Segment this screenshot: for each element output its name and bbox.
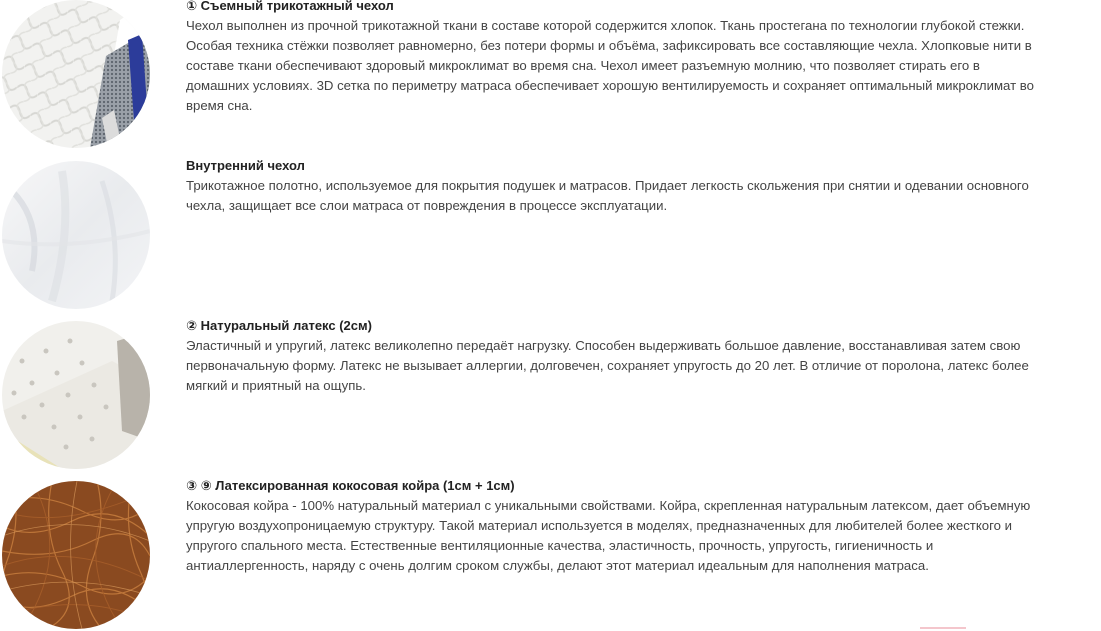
layer-title: ② Натуральный латекс (2см) bbox=[186, 318, 372, 333]
layer-title: ③ ⑨ Латексированная кокосовая койра (1см + 1см) bbox=[186, 478, 515, 493]
layer-title: Внутренний чехол bbox=[186, 158, 305, 173]
knit-fabric-image bbox=[2, 161, 150, 309]
layer-description: Эластичный и упругий, латекс великолепно передаёт нагрузку. Способен выдерживать большое давление, восстанавливая затем свою первоначальную форму. Латекс не вызывает аллергии, долговечен, сохраняет упругость до 20 лет. В отличие от поролона, латекс более мягкий и приятный на ощупь. bbox=[186, 338, 1029, 393]
quilted-cover-image bbox=[2, 0, 150, 148]
coconut-coir-image bbox=[2, 481, 150, 629]
latex-foam-image bbox=[2, 321, 150, 469]
layer-title: ① Съемный трикотажный чехол bbox=[186, 0, 394, 13]
layer-description: Кокосовая койра - 100% натуральный материал с уникальными свойствами. Койра, скрепленная натуральным латексом, дает объемную упругую воздухопроницаемую структуру. Такой материал используется в моделях, предназначенных для любителей более жесткого и упругого спального места. Естественные вентиляционные качества, эластичность, прочность, упругость, гигиеничность и антиаллергенность, наряду с очень долгим сроком службы, делают этот материал идеальным для наполнения матраса. bbox=[186, 498, 1031, 573]
layer-description: Чехол выполнен из прочной трикотажной ткани в составе которой содержится хлопок. Ткань простегана по технологии глубокой стежки. Особая техника стёжки позволяет равномерно, без потери формы и объёма, зафиксировать все составляющие чехла. Хлопковые нити в составе ткани обеспечивают здоровый микроклимат во время сна. Чехол имеет разъемную молнию, что позволяет стирать его в домашних условиях. 3D сетка по периметру матраса обеспечивает хорошую вентилируемость и сохраняет оптимальный микроклимат во время сна. bbox=[186, 18, 1034, 113]
decorative-divider bbox=[920, 627, 966, 629]
layer-description: Трикотажное полотно, используемое для покрытия подушек и матрасов. Придает легкость скольжения при снятии и одевании основного чехла, защищает все слои матраса от повреждения в процессе эксплуатации. bbox=[186, 178, 1029, 213]
